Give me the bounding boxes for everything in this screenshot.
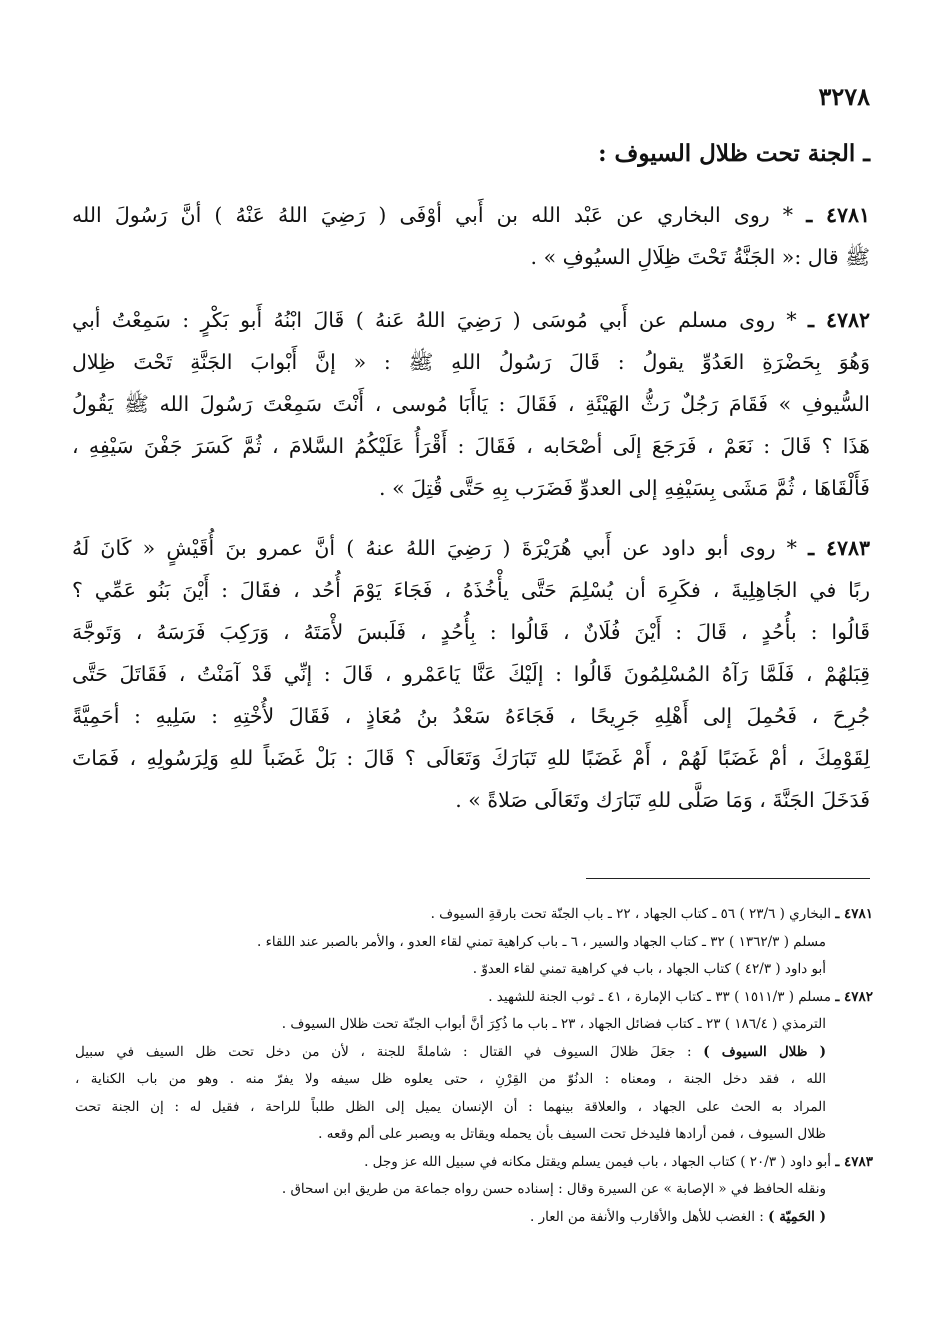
hadith-line xyxy=(72,569,870,611)
footnote-text: المراد به الحث على الجهاد ، والعلاقة بينهما : أن الإنسان يميل إلى الظل طلباً للراحة ، فقيل له : إن الجنة تحت xyxy=(75,1098,826,1115)
footnote-text: مسلم ( ١٣٦٢/٣ ) ٣٢ ـ كتاب الجهاد والسير ، ٦ ـ باب كراهية تمني لقاء العدو ، والأمر بالصبر عند اللقاء . xyxy=(256,933,826,950)
hadith-line xyxy=(72,611,870,653)
footnote-term: ( الحَمِيّة ) xyxy=(768,1208,826,1225)
hadith-line xyxy=(72,236,870,278)
page-number: ٣٢٧٨ xyxy=(818,82,870,111)
hadith-text: فَدَخَلَ الجَنَّةَ ، وَمَا صَلَّى للهِ تَبَارَك وتَعَالَى صَلاةً » . xyxy=(455,788,870,812)
hadith-line xyxy=(72,194,870,236)
hadith-number: ٤٧٨٢ ـ xyxy=(807,308,870,332)
hadith-text: قِبَلهُمْ ، فَلَمَّا رَآهُ المُسْلِمُونَ قَالُوا : إلَيْكَ عَنَّا يَاعَمْرو ، قَالَ : إنِّي قَدْ آمَنْتُ ، فَقَاتَلَ حَتَّى xyxy=(72,662,870,686)
hadith-number: ٤٧٨٣ ـ xyxy=(808,536,870,560)
hadith-text: * روى البخاري عن عَبْد الله بن أَبي أوْفَى ( رَضِيَ اللهُ عَنْهُ ) أنَّ رَسُولَ الله xyxy=(72,203,794,227)
hadith-line xyxy=(72,299,870,341)
hadith-text: جُرِحَ ، فَحُمِلَ إلى أَهْلِهِ جَرِيحًا ، فَجَاءَهُ سَعْدُ بنُ مُعَاذٍ ، فَقَالَ لأُخْتِهِ : سَلِيهِ : أحَمِيَّةً xyxy=(72,704,870,728)
footnote-line xyxy=(75,1149,873,1177)
footnote-line xyxy=(75,1094,826,1122)
footnote-line xyxy=(75,901,873,929)
footnote-text: : جعَلَ ظلالَ السيوف في القتال : شاملةً للجنة ، لأن من دخل تحت ظل السيف في سبيل xyxy=(75,1043,704,1060)
hadith-line xyxy=(72,527,870,569)
footnote-line xyxy=(75,1066,826,1094)
footnote-line xyxy=(75,1204,826,1232)
footnote-text: البخاري ( ٢٣/٦ ) ٥٦ ـ كتاب الجهاد ، ٢٢ ـ باب الجنّة تحت بارقةِ السيوف . xyxy=(430,906,832,922)
hadith-text: قَالُوا : بأُحُدٍ ، قَالَ : أَيْنَ فُلَانٌ ، قَالُوا : بِأُحُدٍ ، فَلَبسَ لأْمَتَهُ ، وَرَكِبَ فَرَسَهُ ، وَتَوجَّهَ xyxy=(72,620,870,644)
hadith-line xyxy=(72,341,870,383)
footnote-text: الترمذي ( ١٨٦/٤ ) ٢٣ ـ كتاب فضائل الجهاد ، ٢٣ ـ باب ما ذُكِرَ أنَّ أبواب الجنّة تحت ظلال السيوف . xyxy=(281,1016,826,1032)
hadith-4782 xyxy=(72,299,870,509)
footnote-text: ونقله الحافظ في « الإصابة » عن السيرة وقال : إسناده حسن رواه جماعة من طريق ابن اسحاق . xyxy=(281,1181,826,1197)
hadith-line xyxy=(72,425,870,467)
footnote-number: ٤٧٨٣ ـ xyxy=(835,1153,873,1170)
footnote-line xyxy=(75,1039,826,1067)
footnote-term: ( ظلال السيوف ) xyxy=(703,1043,826,1060)
hadith-text: * روى أبو داود عن أَبي هُرَيْرَةَ ( رَضِيَ اللهُ عنهُ ) أنَّ عمرو بنَ أُقَيْشٍ « كَانَ لَهُ xyxy=(72,536,797,560)
hadith-text: فَأَلْقَاهَا ، ثُمَّ مَشَى بِسَيْفِهِ إلى العدوِّ فَضَرَب بِهِ حَتَّى قُتِلَ » . xyxy=(379,476,870,500)
footnote-line xyxy=(75,984,873,1012)
hadith-4781 xyxy=(72,194,870,278)
hadith-line xyxy=(72,653,870,695)
hadith-text: ﷺ قال :« الجَنَّةُ تَحْتَ ظِلَالِ السيُوفِ » . xyxy=(530,245,870,269)
footnote-text: مسلم ( ١٥١١/٣ ) ٣٣ ـ كتاب الإمارة ، ٤١ ـ ثوب الجنة للشهيد . xyxy=(488,988,832,1005)
hadith-text: ربًا في الجَاهِلِيةَ ، فكَرِهَ أن يُسْلِمَ حَتَّى يأْخُذَهُ ، فَجَاءَ يَوْمَ أُحُد ، فقَالَ : أَيْنَ بَنُو عَمِّي ؟ xyxy=(72,578,870,602)
footnote-divider xyxy=(586,878,870,879)
footnote-number: ٤٧٨١ ـ xyxy=(835,906,873,922)
footnote-text: : الغضب للأهل والأقارب والأنفة من العار . xyxy=(530,1208,769,1225)
hadith-text: هَذَا ؟ قَالَ : نَعَمْ ، فَرَجَعَ إلَى أصْحَابه ، فَقَالَ : أَقْرَأُ عَلَيْكُمُ السَّلامَ ، ثُمَّ كَسَرَ جَفْنَ سَيْفِهِ ، xyxy=(72,434,870,458)
footnote-line xyxy=(75,1011,826,1039)
hadith-line xyxy=(72,467,870,509)
footnote-text: ظلال السيوف ، فمن أرادها فليدخل تحت السيف بأن يحمله ويقاتل به ويصبر على ألم وقعه . xyxy=(318,1126,826,1142)
hadith-line xyxy=(72,383,870,425)
footnote-text: أبو داود ( ٤٢/٣ ) كتاب الجهاد ، باب في كراهية تمني لقاء العدوّ . xyxy=(472,961,826,977)
hadith-line xyxy=(72,737,870,779)
hadith-text: السُّيوفِ » فَقَامَ رَجُلٌ رَثُّ الهَيْئَةِ ، فَقَالَ : يَاأَبَا مُوسى ، أَنْتَ سَمِعْتَ رَسُولَ الله ﷺ يَقُولُ xyxy=(72,392,870,416)
hadith-line xyxy=(72,695,870,737)
hadith-text: * روى مسلم عن أَبي مُوسَى ( رَضِيَ اللهُ عَنهُ ) قَالَ ابْنُهُ أَبو بَكْرٍ : سَمِعْتُ أبي xyxy=(72,308,797,332)
footnotes xyxy=(75,901,873,1231)
hadith-4783 xyxy=(72,527,870,821)
footnote-line xyxy=(75,1176,826,1204)
footnote-text: أبو داود ( ٢٠/٣ ) كتاب الجهاد ، باب فيمن يسلم ويقتل مكانه في سبيل الله عز وجل . xyxy=(364,1153,832,1170)
footnote-number: ٤٧٨٢ ـ xyxy=(835,988,873,1005)
footnote-line xyxy=(75,1121,826,1149)
hadith-number: ٤٧٨١ ـ xyxy=(806,203,870,227)
footnote-line xyxy=(75,929,826,957)
hadith-text: وَهُوَ بِحَضْرَةِ العَدُوِّ يقولُ : قَالَ رَسُولُ اللهِ ﷺ : « إنَّ أَبْوابَ الجَنَّةِ تَحْتَ ظِلال xyxy=(72,350,870,374)
section-heading: ـ الجنة تحت ظلال السيوف : xyxy=(598,140,870,167)
hadith-text: لِقَوْمِكَ ، أمْ غَضَبًا لَهُمْ ، أَمْ غَضَبًا للهِ تَبَارَكَ وَتَعَالَى ؟ قَالَ : بَلْ غَضَباً للهِ وَلِرَسُولِهِ ، فَمَاتَ xyxy=(72,746,870,770)
footnote-text: الله ، فقد دخل الجنة ، ومعناه : الدنُوّ من القِرْنِ ، حتى يعلوه ظل سيفه ولا يفرّ منه . وهو من باب الكناية ، xyxy=(75,1071,826,1087)
footnote-line xyxy=(75,956,826,984)
hadith-line xyxy=(72,779,870,821)
